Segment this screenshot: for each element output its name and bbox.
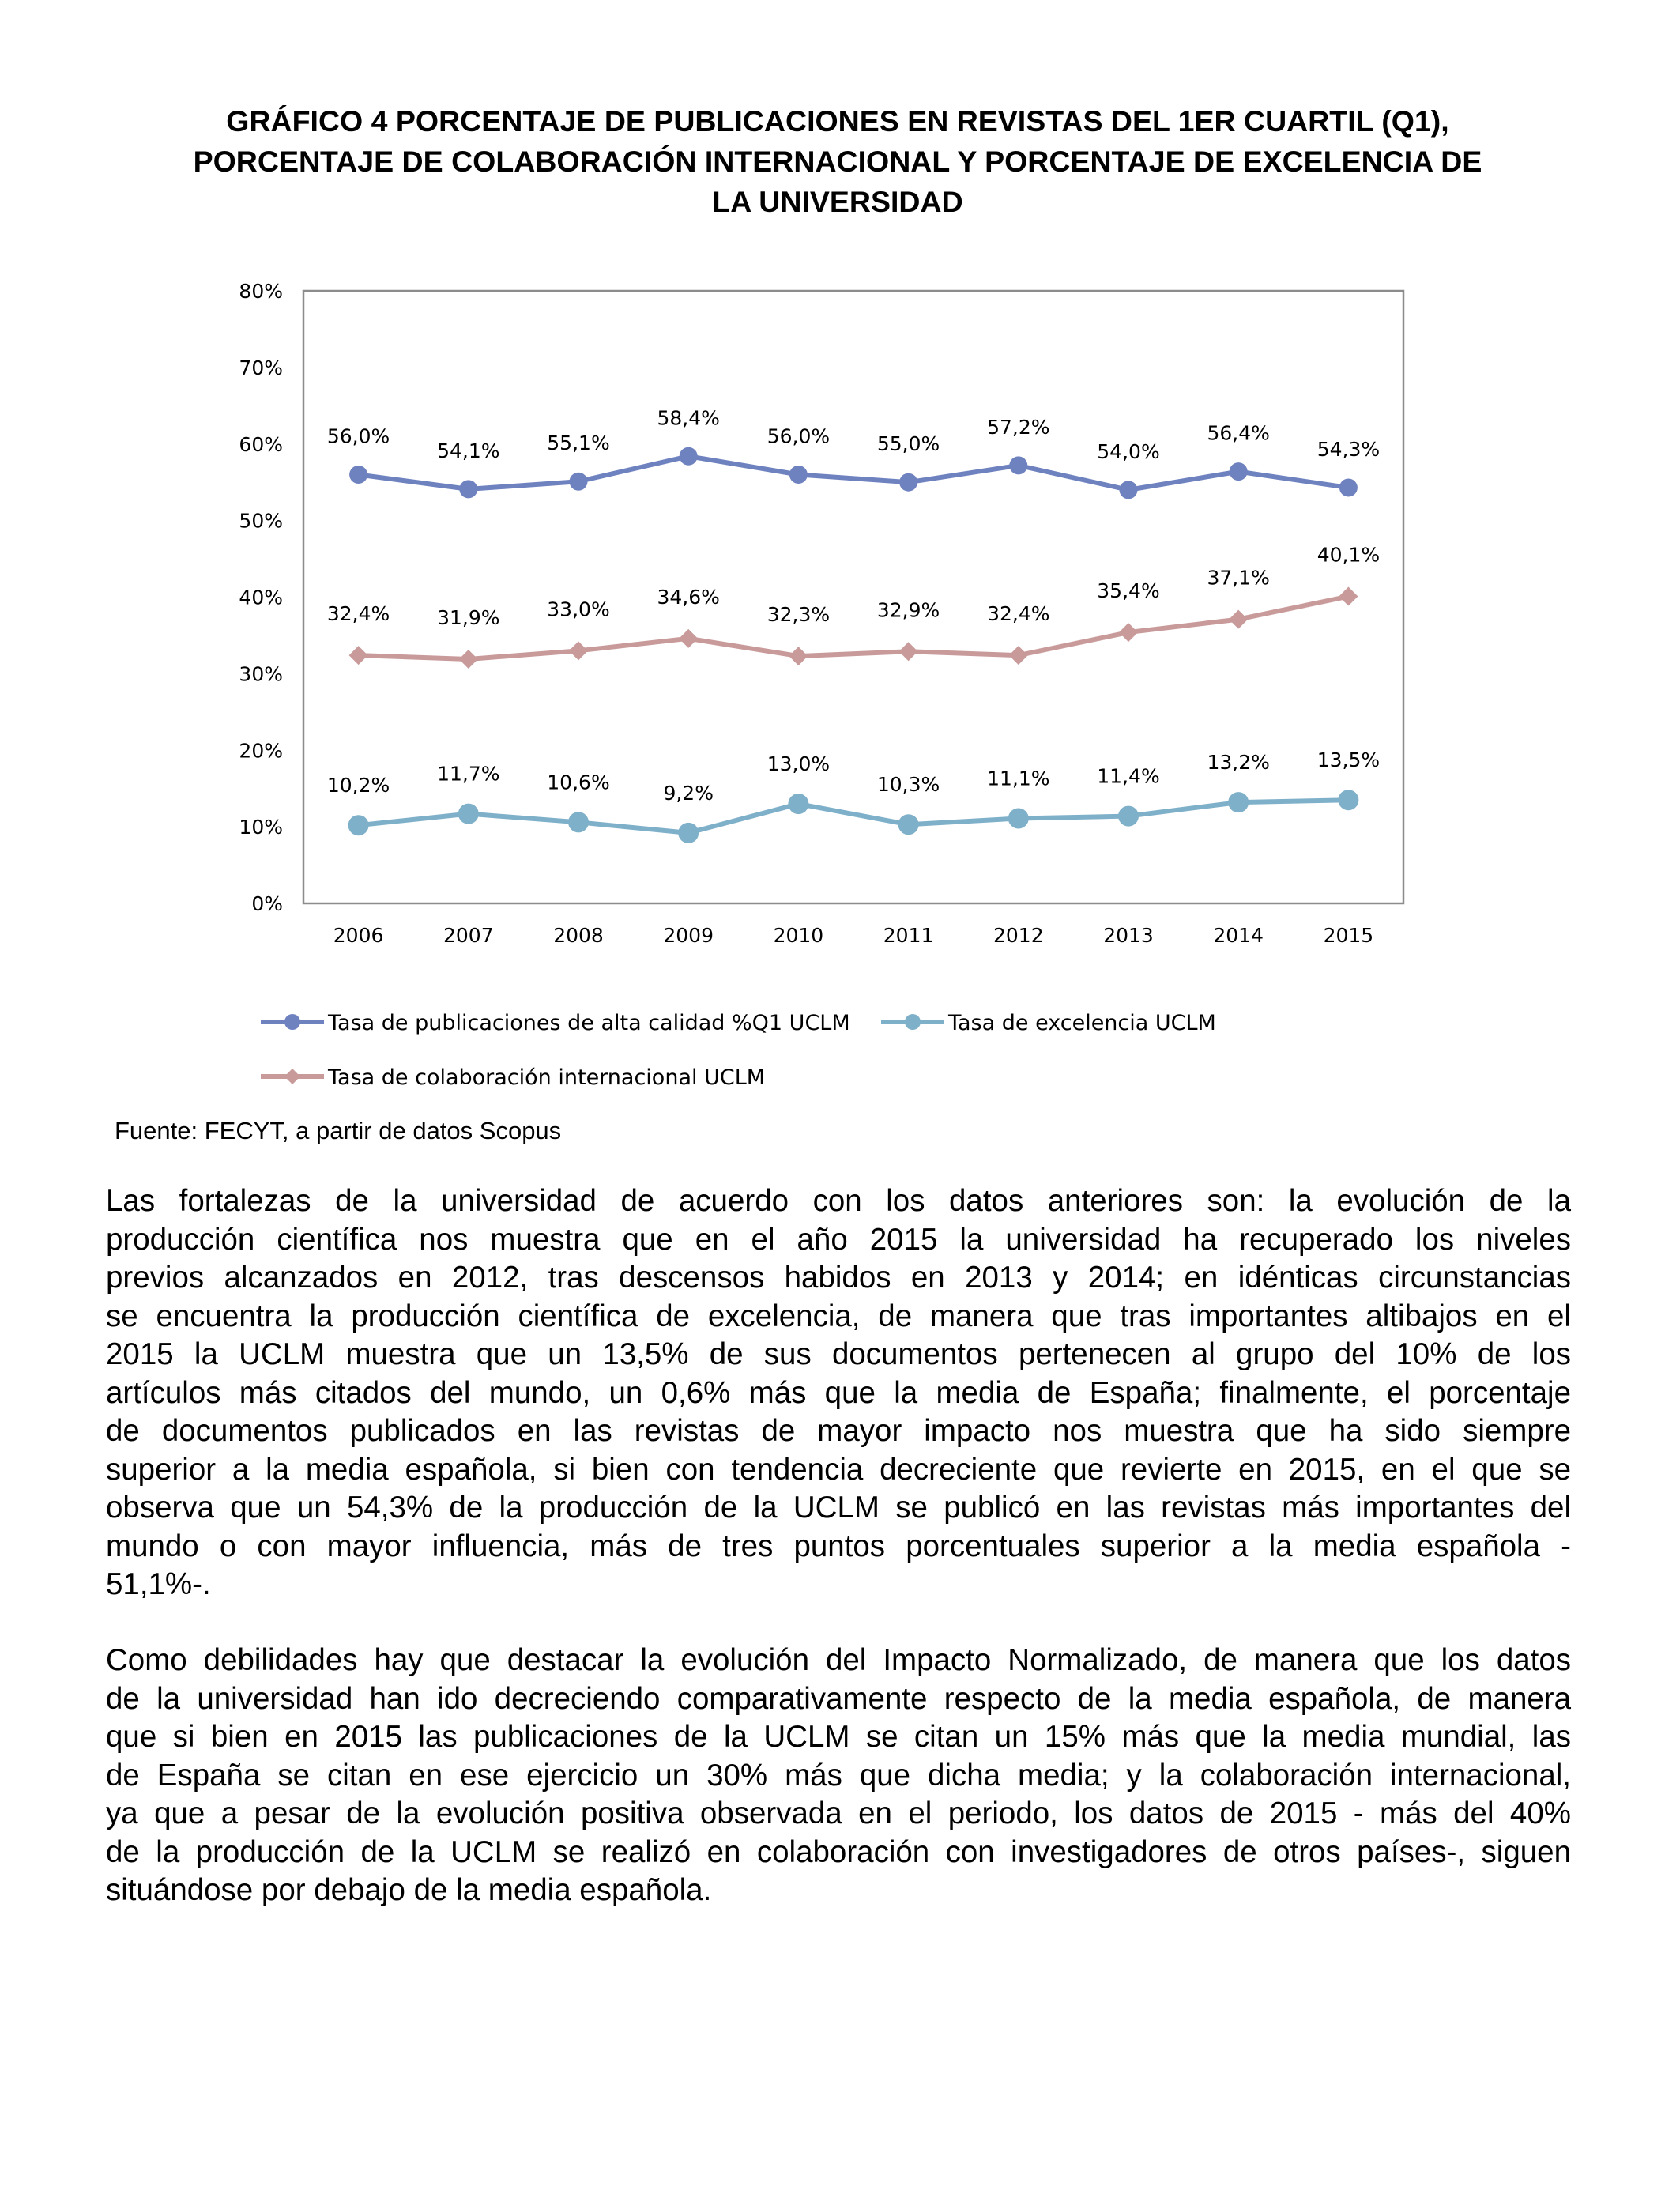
source-note: Fuente: FECYT, a partir de datos Scopus: [115, 1117, 562, 1144]
data-point-marker: [568, 812, 589, 832]
data-labels: [327, 406, 1380, 805]
x-tick-label: 2006: [333, 924, 384, 947]
y-tick-label: 30%: [239, 662, 283, 686]
series-3: [349, 587, 1358, 669]
data-point-marker: [349, 646, 368, 665]
data-label: 11,4%: [1097, 764, 1160, 788]
data-label: 13,2%: [1207, 751, 1270, 775]
paragraph-line: mundo o con mayor influencia, más de tres puntos porcentuales superior a la media española -: [106, 1529, 1571, 1563]
data-label: 11,7%: [437, 762, 500, 786]
paragraph-line: Como debilidades hay que destacar la evolución del Impacto Normalizado, de manera que los datos: [106, 1643, 1571, 1677]
data-label: 32,4%: [326, 602, 390, 626]
x-tick-label: 2007: [443, 924, 494, 947]
data-point-marker: [570, 473, 588, 491]
data-label: 40,1%: [1317, 543, 1381, 567]
data-label: 55,1%: [547, 432, 610, 455]
legend-item: [261, 1011, 850, 1035]
series-1: [349, 447, 1358, 499]
paragraph-line: que si bien en 2015 las publicaciones de la UCLM se citan un 15% más que la media mundial, las: [106, 1720, 1571, 1754]
data-point-marker: [1118, 806, 1139, 827]
data-label: 10,6%: [547, 771, 610, 794]
data-point-marker: [1009, 646, 1028, 665]
paragraph-line: 2015 la UCLM muestra que un 13,5% de sus documentos pertenecen al grupo del 10% de los: [106, 1337, 1571, 1371]
data-point-marker: [680, 447, 698, 466]
paragraph-line: de la universidad han ido decreciendo comparativamente respecto de la media española, de manera: [106, 1681, 1571, 1716]
data-label: 13,0%: [767, 752, 831, 776]
data-label: 10,2%: [326, 774, 390, 797]
data-point-marker: [789, 647, 808, 665]
data-label: 56,0%: [767, 424, 831, 448]
data-label: 33,0%: [547, 598, 610, 621]
legend-label: Tasa de excelencia UCLM: [948, 1011, 1216, 1035]
paragraph-line: de la producción de la UCLM se realizó en colaboración con investigadores de otros países-, siguen: [106, 1834, 1571, 1869]
x-tick-label: 2015: [1323, 924, 1374, 947]
data-point-marker: [348, 815, 369, 835]
paragraph-line: 51,1%-.: [106, 1567, 211, 1601]
legend-label: Tasa de publicaciones de alta calidad %Q1 UCLM: [328, 1011, 850, 1035]
data-label: 58,4%: [657, 406, 720, 430]
x-tick-label: 2009: [663, 924, 714, 947]
data-label: 32,4%: [987, 602, 1050, 626]
series-line: [359, 800, 1349, 833]
paragraph-line: superior a la media española, si bien con tendencia decreciente que revierte en 2015, en el que se: [106, 1452, 1571, 1487]
y-tick-label: 20%: [239, 739, 283, 763]
data-point-marker: [679, 629, 698, 648]
data-point-marker: [1338, 790, 1358, 810]
data-label: 31,9%: [437, 605, 500, 629]
data-point-marker: [458, 804, 479, 824]
y-tick-label: 60%: [239, 432, 283, 456]
legend-marker: [905, 1014, 921, 1030]
paragraph-line: observa que un 54,3% de la producción de la UCLM se publicó en las revistas más importantes del: [106, 1491, 1571, 1525]
data-point-marker: [349, 466, 367, 484]
paragraph-weaknesses: [106, 1642, 1571, 1910]
data-point-marker: [1229, 610, 1248, 629]
x-tick-label: 2010: [773, 924, 824, 947]
legend-marker: [284, 1069, 300, 1084]
title-line-1: GRÁFICO 4 PORCENTAJE DE PUBLICACIONES EN REVISTAS DEL 1ER CUARTIL (Q1),: [226, 104, 1449, 138]
paragraph-line: producción científica nos muestra que en el año 2015 la universidad ha recuperado los niveles: [106, 1222, 1571, 1257]
data-label: 32,9%: [876, 598, 940, 622]
x-tick-label: 2013: [1103, 924, 1154, 947]
y-tick-label: 40%: [239, 586, 283, 609]
data-point-marker: [1230, 462, 1248, 481]
data-label: 13,5%: [1317, 748, 1381, 772]
data-point-marker: [459, 480, 477, 498]
paragraph-line: ya que a pesar de la evolución positiva observada en el periodo, los datos de 2015 - más del 40%: [106, 1796, 1571, 1830]
series-line: [359, 597, 1349, 659]
data-label: 37,1%: [1207, 566, 1270, 590]
x-tick-label: 2014: [1213, 924, 1264, 947]
data-label: 55,0%: [876, 432, 940, 456]
paragraph-strengths: [106, 1182, 1571, 1604]
paragraph-line: de documentos publicados en las revistas de mayor impacto nos muestra que ha sido siempre: [106, 1414, 1571, 1448]
y-tick-label: 50%: [239, 509, 283, 533]
legend-item: [261, 1065, 765, 1090]
data-label: 54,1%: [437, 439, 500, 462]
data-point-marker: [1008, 808, 1029, 828]
y-tick-label: 0%: [251, 892, 283, 915]
y-tick-label: 70%: [239, 356, 283, 379]
data-point-marker: [1119, 623, 1138, 642]
paragraph-line: Las fortalezas de la universidad de acuerdo con los datos anteriores son: la evolución de la: [106, 1184, 1571, 1218]
data-point-marker: [899, 642, 918, 661]
data-point-marker: [788, 794, 808, 814]
data-point-marker: [789, 466, 808, 484]
data-point-marker: [1339, 478, 1358, 496]
data-label: 54,0%: [1097, 439, 1160, 463]
data-label: 54,3%: [1317, 437, 1381, 461]
paragraph-line: artículos más citados del mundo, un 0,6% más que la media de España; finalmente, el porcentaje: [106, 1375, 1571, 1410]
y-tick-label: 10%: [239, 816, 283, 839]
data-label: 56,0%: [326, 424, 390, 448]
data-label: 35,4%: [1097, 579, 1160, 603]
paragraph-line: de España se citan en ese ejercicio un 30% más que dicha media; y la colaboración internacional,: [106, 1758, 1571, 1793]
data-point-marker: [569, 641, 588, 660]
data-label: 9,2%: [663, 781, 714, 805]
data-point-marker: [1009, 456, 1027, 474]
series-2: [348, 790, 1359, 843]
x-tick-label: 2008: [553, 924, 604, 947]
data-point-marker: [1120, 481, 1138, 499]
data-label: 11,1%: [987, 767, 1050, 790]
series-line: [359, 456, 1349, 490]
x-tick-label: 2012: [993, 924, 1044, 947]
data-point-marker: [898, 814, 919, 835]
paragraph-line: se encuentra la producción científica de excelencia, de manera que tras importantes altibajos en el: [106, 1299, 1571, 1333]
data-label: 32,3%: [767, 603, 831, 627]
legend-label: Tasa de colaboración internacional UCLM: [328, 1065, 766, 1090]
x-axis: [333, 924, 1373, 947]
data-point-marker: [678, 823, 699, 843]
paragraph-line: previos alcanzados en 2012, tras descensos habidos en 2013 y 2014; en idénticas circunstancias: [106, 1261, 1571, 1295]
data-label: 10,3%: [876, 773, 940, 797]
legend-item: [881, 1011, 1216, 1035]
legend-marker: [284, 1014, 300, 1030]
data-point-marker: [1228, 792, 1249, 812]
y-tick-label: 80%: [239, 280, 283, 303]
title-line-2: PORCENTAJE DE COLABORACIÓN INTERNACIONAL Y PORCENTAJE DE EXCELENCIA DE: [193, 145, 1482, 178]
x-tick-label: 2011: [883, 924, 934, 947]
data-label: 57,2%: [987, 415, 1050, 439]
data-label: 34,6%: [657, 585, 720, 609]
title-line-3: LA UNIVERSIDAD: [712, 185, 963, 218]
data-point-marker: [1339, 587, 1358, 606]
data-label: 56,4%: [1207, 421, 1270, 445]
y-axis: [239, 280, 283, 915]
data-point-marker: [459, 650, 478, 669]
paragraph-line: situándose por debajo de la media española.: [106, 1873, 712, 1907]
data-point-marker: [899, 473, 917, 492]
legend: [261, 1011, 1216, 1090]
